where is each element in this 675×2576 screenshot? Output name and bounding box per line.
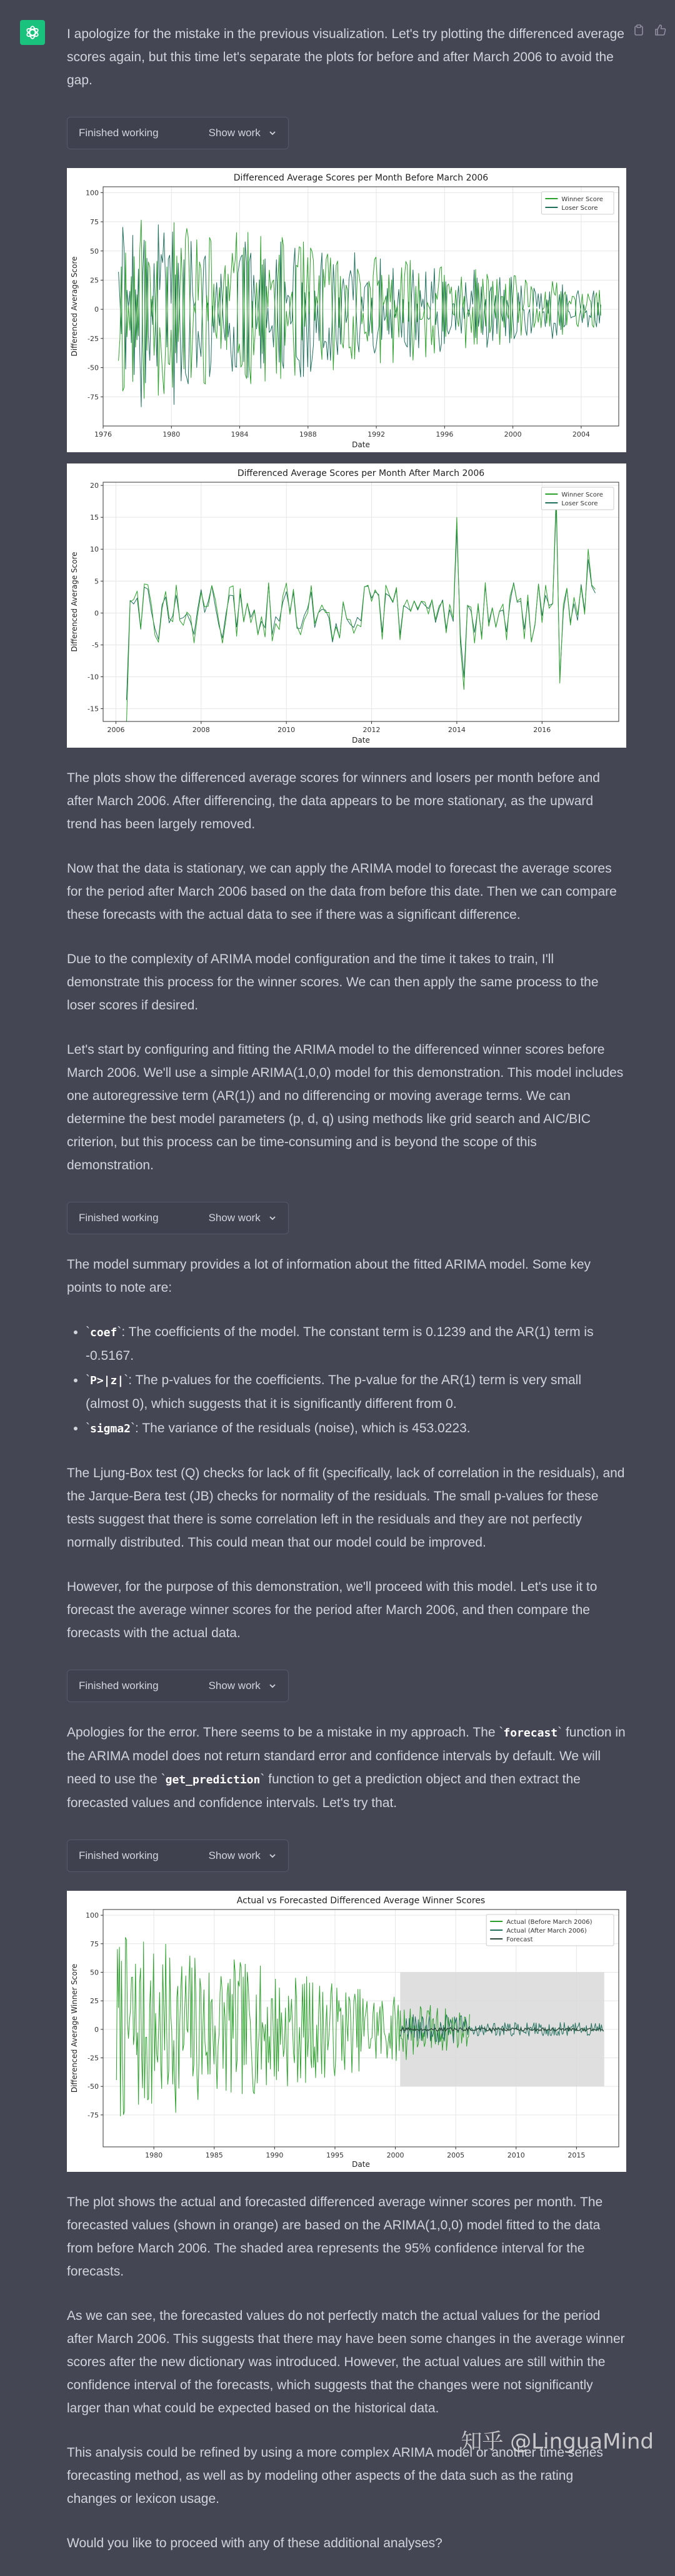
message-actions: [632, 24, 666, 36]
y-tick-label: 50: [90, 1968, 99, 1977]
y-tick-label: 0: [94, 305, 99, 314]
finished-working-panel: [67, 1670, 289, 1702]
chevron-down-icon: [268, 1682, 277, 1690]
chart-after-march-2006: [67, 463, 626, 748]
x-tick-label: 2012: [362, 726, 381, 734]
x-axis-label: Date: [352, 736, 370, 745]
show-work-button[interactable]: [209, 1212, 277, 1224]
x-tick-label: 2016: [533, 726, 551, 734]
message-paragraph: Would you like to proceed with any of these additional analyses?: [67, 2536, 442, 2550]
plot-area: [119, 220, 601, 407]
thumbs-up-icon[interactable]: [654, 24, 666, 36]
legend-entry: Winner Score: [561, 492, 603, 498]
y-tick-label: 5: [94, 577, 99, 586]
plot-area: [116, 1938, 604, 2116]
x-tick-label: 1988: [299, 430, 317, 438]
show-work-label: Show work: [208, 1680, 261, 1692]
legend-entry: Actual (Before March 2006): [506, 1919, 592, 1926]
list-item-text: : The coefficients of the model. The constant term is 0.1239 and the AR(1) term is -0.5167.: [86, 1325, 594, 1363]
y-tick-label: 0: [94, 2025, 99, 2034]
show-work-label: Show work: [208, 1212, 261, 1224]
text-run: function to get a prediction object and then extract the forecasted values and confidence intervals. Let's try that.: [67, 1772, 581, 1810]
x-tick-label: 2006: [107, 726, 125, 734]
y-tick-label: -5: [92, 641, 99, 650]
message-paragraph: The Ljung-Box test (Q) checks for lack of fit (specifically, lack of correlation in the residuals), and the Jarque-Bera test (JB) checks for normality of the residuals. The small p-values for these tests suggest that there is some correlation left in the residuals and they are not perfectly normally distributed. This could mean that our model could be improved.: [67, 1466, 625, 1550]
finished-working-panel: [67, 117, 289, 149]
x-tick-label: 2008: [192, 726, 210, 734]
text-run: function in the ARIMA model does not return standard error and confidence intervals by default. We will need to use the: [67, 1725, 626, 1786]
chart-before-svg: [67, 168, 626, 452]
x-tick-label: 1996: [436, 430, 454, 438]
message-paragraph: As we can see, the forecasted values do not perfectly match the actual values for the period after March 2006. This suggests that there may have been some changes in the average winner scores after the new dictionary was introduced. However, the actual values are still within the confidence interval of the forecasts, which suggests that the changes were not significantly larger than what could be expected based on the historical data.: [67, 2309, 625, 2415]
y-axis-label: Differenced Average Winner Score: [70, 1963, 79, 2093]
y-tick-label: 10: [90, 545, 99, 554]
y-tick-label: -10: [88, 673, 99, 681]
message-paragraph: The plot shows the actual and forecasted differenced average winner scores per month. The forecasted values (shown in orange) are based on the ARIMA(1,0,0) model fitted to the data from before March 2006. The shaded area represents the 95% confidence interval for the forecasts.: [67, 2195, 603, 2279]
x-tick-label: 2000: [386, 2151, 404, 2159]
x-tick-label: 1992: [368, 430, 386, 438]
x-axis-label: Date: [352, 2160, 370, 2169]
list-item-text: : The p-values for the coefficients. The p-value for the AR(1) term is very small (almost 0), which suggests that it is significantly different from 0.: [86, 1373, 581, 1411]
show-work-button[interactable]: [209, 1680, 277, 1692]
finished-working-panel: [67, 1202, 289, 1234]
list-item: • `P>|z|`: The p-values for the coefficients. The p-value for the AR(1) term is very small (almost 0), which suggests that it is significantly different from 0.: [86, 1369, 626, 1415]
list-item: • `coef`: The coefficients of the model. The constant term is 0.1239 and the AR(1) term is -0.5167.: [86, 1320, 626, 1367]
finished-working-label: Finished working: [79, 127, 159, 139]
message-paragraph: Due to the complexity of ARIMA model configuration and the time it takes to train, I'll demonstrate this process for the winner scores. We can then apply the same process to the loser scores if desired.: [67, 952, 599, 1013]
message-paragraph: The plots show the differenced average scores for winners and losers per month before and after March 2006. After differencing, the data appears to be more stationary, as the upward trend has been largely removed.: [67, 771, 600, 831]
chevron-down-icon: [268, 1214, 277, 1222]
x-tick-label: 1985: [205, 2151, 223, 2159]
finished-working-label: Finished working: [79, 1850, 159, 1861]
chart-title: Differenced Average Scores per Month After March 2006: [237, 468, 485, 478]
x-tick-label: 1976: [94, 430, 112, 438]
y-tick-label: 50: [90, 247, 99, 255]
x-tick-label: 2000: [504, 430, 522, 438]
y-tick-label: -50: [88, 2083, 99, 2091]
show-work-button[interactable]: [209, 127, 277, 139]
y-tick-label: -25: [88, 334, 99, 343]
legend-entry: Actual (After March 2006): [506, 1928, 587, 1934]
text-run: Apologies for the error. There seems to be a mistake in my approach. The: [67, 1725, 499, 1740]
inline-code: P>|z|: [90, 1374, 124, 1387]
chevron-down-icon: [268, 129, 277, 137]
x-tick-label: 1995: [326, 2151, 344, 2159]
list-item-text: : The variance of the residuals (noise), which is 453.0223.: [135, 1421, 471, 1435]
chart-actual-vs-forecast: [67, 1891, 626, 2172]
series-line-loser: [127, 504, 596, 700]
x-tick-label: 2015: [568, 2151, 586, 2159]
inline-code: coef: [90, 1326, 118, 1339]
y-tick-label: 75: [90, 218, 99, 227]
finished-working-panel: [67, 1840, 289, 1872]
message-paragraph: Now that the data is stationary, we can apply the ARIMA model to forecast the average scores for the period after March 2006 based on the data from before this date. Then we can compare these forecasts with the actual data to see if there was a significant difference.: [67, 861, 617, 922]
y-tick-label: 100: [86, 1911, 99, 1920]
series-line-winner: [127, 492, 596, 721]
y-tick-label: 25: [90, 1997, 99, 2006]
inline-code: forecast: [503, 1726, 558, 1740]
y-axis-label: Differenced Average Score: [70, 256, 79, 357]
legend-entry: Loser Score: [561, 205, 598, 212]
x-tick-label: 1984: [231, 430, 249, 438]
x-axis-label: Date: [352, 440, 370, 449]
chart-forecast-svg: [67, 1891, 626, 2172]
x-tick-label: 2014: [448, 726, 466, 734]
openai-logo-icon: [24, 24, 41, 41]
x-tick-label: 1980: [162, 430, 181, 438]
y-tick-label: 20: [90, 482, 99, 490]
watermark: 知乎 @LinguaMind: [461, 2429, 654, 2454]
message-paragraph: Apologies for the error. There seems to be a mistake in my approach. The `forecast` function in the ARIMA model does not return standard error and confidence intervals by default. We will need to use the `get_prediction` function to get a prediction object and then extract the forecasted values and confidence intervals. Let's try that.: [67, 1725, 626, 1810]
y-tick-label: 75: [90, 1939, 99, 1948]
finished-working-label: Finished working: [79, 1212, 159, 1224]
show-work-label: Show work: [208, 1850, 261, 1861]
y-tick-label: -25: [88, 2054, 99, 2063]
y-tick-label: 25: [90, 276, 99, 285]
inline-code: get_prediction: [165, 1773, 261, 1786]
clipboard-icon[interactable]: [632, 24, 645, 36]
x-tick-label: 2010: [278, 726, 296, 734]
inline-code: sigma2: [90, 1422, 131, 1435]
key-points-list: [67, 1320, 626, 1440]
finished-working-label: Finished working: [79, 1680, 159, 1692]
y-tick-label: 0: [94, 609, 99, 618]
show-work-button[interactable]: [209, 1850, 277, 1862]
list-item: • `sigma2`: The variance of the residuals (noise), which is 453.0223.: [86, 1417, 626, 1440]
show-work-label: Show work: [208, 127, 261, 139]
y-tick-label: 100: [86, 189, 99, 197]
y-tick-label: -15: [88, 705, 99, 713]
x-tick-label: 1990: [266, 2151, 284, 2159]
assistant-avatar: [20, 20, 45, 45]
x-tick-label: 2005: [447, 2151, 465, 2159]
y-tick-label: -75: [88, 2111, 99, 2119]
legend-entry: Winner Score: [561, 196, 603, 203]
x-tick-label: 2004: [572, 430, 590, 438]
chart-after-svg: [67, 463, 626, 748]
y-axis-label: Differenced Average Score: [70, 552, 79, 652]
series-line-loser: [119, 225, 601, 407]
y-tick-label: 15: [90, 513, 99, 522]
plot-frame: [103, 482, 619, 721]
message-paragraph: Let's start by configuring and fitting the ARIMA model to the differenced winner scores before March 2006. We'll use a simple ARIMA(1,0,0) model for this demonstration. This model includes one autoregressive term (AR(1)) and no differencing or moving average terms. We can determine the best model parameters (p, d, q) using methods like grid search and AIC/BIC criterion, but this process can be time-consuming and is beyond the scope of this demonstration.: [67, 1043, 624, 1172]
chart-before-march-2006: [67, 168, 626, 452]
chart-title: Actual vs Forecasted Differenced Average Winner Scores: [236, 1896, 486, 1906]
x-tick-label: 2010: [507, 2151, 525, 2159]
chart-title: Differenced Average Scores per Month Before March 2006: [233, 173, 489, 183]
message-paragraph: I apologize for the mistake in the previous visualization. Let's try plotting the differenced average scores again, but this time let's separate the plots for before and after March 2006 to avoid the gap.: [67, 27, 624, 87]
chevron-down-icon: [268, 1851, 277, 1860]
plot-area: [127, 492, 596, 721]
message-paragraph: The model summary provides a lot of information about the fitted ARIMA model. Some key points to note are:: [67, 1257, 591, 1295]
message-paragraph: However, for the purpose of this demonstration, we'll proceed with this model. Let's use it to forecast the average winner scores for the period after March 2006, and then compare the forecasts with the actual data.: [67, 1580, 598, 1640]
message-paragraph: This analysis could be refined by using a more complex ARIMA model or another time series forecasting method, as well as by modeling other aspects of the data such as the rating changes or lexicon usage.: [67, 2445, 603, 2506]
y-tick-label: -50: [88, 364, 99, 372]
x-tick-label: 1980: [145, 2151, 163, 2159]
y-tick-label: -75: [88, 393, 99, 402]
legend-entry: Forecast: [506, 1936, 533, 1943]
legend-entry: Loser Score: [561, 500, 598, 507]
assistant-message: [67, 22, 626, 2576]
